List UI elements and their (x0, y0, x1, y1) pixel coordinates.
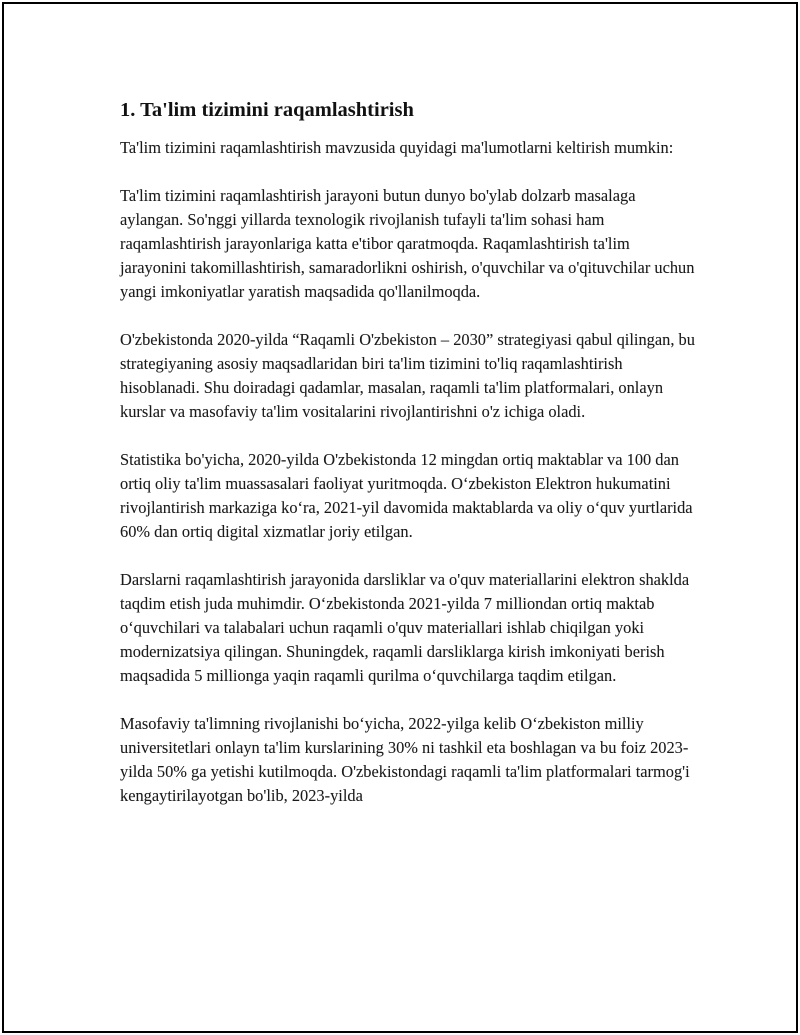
paragraph-statistics: Statistika bo'yicha, 2020-yilda O'zbekistonda 12 mingdan ortiq maktablar va 100 dan ortiq oliy ta'lim muassasalari faoliyat yuritmoqda. O‘zbekiston Elektron hukumatini rivojlantirish markaziga ko‘ra, 2021-yil davomida maktablarda va oliy o‘quv yurtlarida 60% dan ortiq digital xizmatlar joriy etilgan. (120, 450, 693, 541)
section-heading: 1. Ta'lim tizimini raqamlashtirish (120, 99, 414, 121)
document-body (120, 96, 700, 832)
paragraph-distance-learning: Masofaviy ta'limning rivojlanishi bo‘yicha, 2022-yilga kelib O‘zbekiston milliy universitetlari onlayn ta'lim kurslarining 30% ni tashkil eta boshlagan va bu foiz 2023-yilda 50% ga yetishi kutilmoqda. O'zbekistondagi raqamli ta'lim platformalari tarmog'i kengaytirilayotgan bo'lib, 2023-yilda (120, 714, 690, 805)
document-page (2, 2, 798, 1033)
paragraph-strategy-2030: O'zbekistonda 2020-yilda “Raqamli O'zbekiston – 2030” strategiyasi qabul qilingan, bu strategiyaning asosiy maqsadlaridan biri ta'lim tizimini to'liq raqamlashtirish hisoblanadi. Shu doiradagi qadamlar, masalan, raqamli ta'lim platformalari, onlayn kurslar va masofaviy ta'lim vositalarini rivojlantirishni o'z ichiga oladi. (120, 330, 695, 421)
intro-paragraph: Ta'lim tizimini raqamlashtirish mavzusida quyidagi ma'lumotlarni keltirish mumkin: (120, 138, 674, 157)
paragraph-digital-materials: Darslarni raqamlashtirish jarayonida darsliklar va o'quv materiallarini elektron shaklda taqdim etish juda muhimdir. O‘zbekistonda 2021-yilda 7 milliondan ortiq maktab o‘quvchilari va talabalari uchun raqamli o'quv materiallari ishlab chiqilgan yoki modernizatsiya qilingan. Shuningdek, raqamli darsliklarga kirish imkoniyati berish maqsadida 5 millionga yaqin raqamli qurilma o‘quvchilarga taqdim etilgan. (120, 570, 690, 685)
paragraph-digitalization-overview: Ta'lim tizimini raqamlashtirish jarayoni butun dunyo bo'ylab dolzarb masalaga aylangan. So'nggi yillarda texnologik rivojlanish tufayli ta'lim sohasi ham raqamlashtirish jarayonlariga katta e'tibor qaratmoqda. Raqamlashtirish ta'lim jarayonini takomillashtirish, samaradorlikni oshirish, o'quvchilar va o'qituvchilar uchun yangi imkoniyatlar yaratish maqsadida qo'llanilmoqda. (120, 186, 695, 301)
